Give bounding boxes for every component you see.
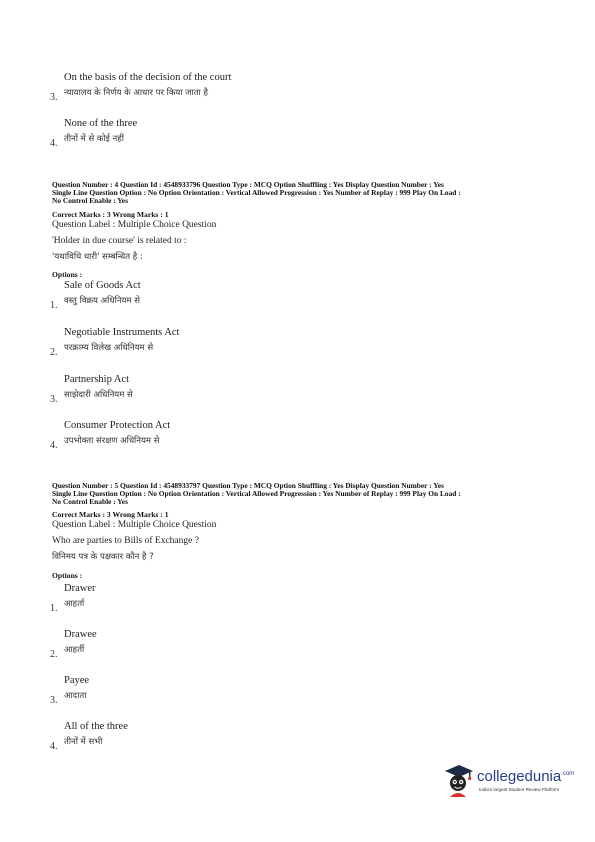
question-4-option-2[interactable] [50,327,510,357]
option-text-hi: आहर्ती [64,645,85,655]
option-text-hi: आहर्ता [64,599,85,609]
logo-brand-text [477,768,574,785]
question-5-text-hi: विनिमय पत्र के पक्षकार कौन है ? [52,552,154,562]
option-text-hi: वस्तु विक्रय अधिनियम से [64,296,140,306]
header-line: No Control Enable : Yes [52,497,128,507]
question-5-header [52,482,547,507]
option-text-en: Drawer [64,583,96,594]
brand-domain: .com [561,771,575,777]
option-text-en: None of the three [64,118,138,129]
header-line: Single Line Question Option : No Option Orientation : Vertical Allowed Progression : Yes Number of Replay : 999 Play On Load : [52,188,461,198]
question-4-option-3[interactable] [50,374,510,404]
option-text-en: Payee [64,675,90,686]
question-4-text-hi: 'यथाविधि धारी' सम्बन्धित है : [52,252,143,262]
option-text-en: Negotiable Instruments Act [64,327,180,338]
question-4-options-label: Options : [52,270,83,279]
brand-name: collegedunia [477,768,562,785]
header-line: Single Line Question Option : No Option Orientation : Vertical Allowed Progression : Yes Number of Replay : 999 Play On Load : [52,489,461,499]
option-number: 2. [50,347,58,358]
question-5-option-2[interactable] [50,629,510,659]
option-number: 2. [50,649,58,660]
option-number: 4. [50,741,58,752]
option-text-hi: परक्राम्य विलेख अधिनियम से [64,343,154,353]
option-number: 4. [50,440,58,451]
question-4-header [52,181,547,206]
question-4-marks: Correct Marks : 3 Wrong Marks : 1 [52,210,169,219]
option-text-en: Sale of Goods Act [64,280,141,291]
question-5-option-4[interactable] [50,721,510,751]
question-4-text-en: 'Holder in due course' is related to : [52,236,187,246]
option-number: 3. [50,394,58,405]
question-4-option-1[interactable] [50,280,510,310]
option-4-previous [50,118,510,148]
option-text-hi: साझेदारी अधिनियम से [64,390,133,400]
logo-tagline: India's largest Student Review Platform [479,787,560,792]
option-text-hi: आदाता [64,691,87,701]
option-text-hi: न्यायालय के निर्णय के आधार पर किया जाता है [64,88,208,98]
header-line: Question Number : 5 Question Id : 4548933797 Question Type : MCQ Option Shuffling : Yes Display Question Number : Yes [52,481,444,490]
question-4-option-4[interactable] [50,420,510,450]
option-text-hi: उपभोक्ता संरक्षण अधिनियम से [64,436,160,446]
option-text-en: Partnership Act [64,374,130,385]
option-text-en: On the basis of the decision of the court [64,72,232,83]
option-number: 3. [50,92,58,103]
option-number: 1. [50,603,58,614]
option-text-en: All of the three [64,721,128,732]
option-number: 3. [50,695,58,706]
option-text-en: Drawee [64,629,97,640]
question-5-marks: Correct Marks : 3 Wrong Marks : 1 [52,510,169,519]
option-text-en: Consumer Protection Act [64,420,171,431]
question-5-options-label: Options : [52,571,83,580]
option-text-hi: तीनों में से कोई नहीं [64,134,124,144]
question-5-label: Question Label : Multiple Choice Question [52,520,217,530]
question-5-option-3[interactable] [50,675,510,705]
option-3-previous [50,72,510,102]
student-mascot-icon [441,762,477,798]
option-number: 1. [50,300,58,311]
collegedunia-logo[interactable] [441,762,581,802]
option-text-hi: तीनों में सभी [64,737,103,747]
question-5-text-en: Who are parties to Bills of Exchange ? [52,536,199,546]
option-number: 4. [50,138,58,149]
question-4-label: Question Label : Multiple Choice Question [52,220,217,230]
question-5-option-1[interactable] [50,583,510,613]
header-line: No Control Enable : Yes [52,196,128,206]
header-line: Question Number : 4 Question Id : 4548933796 Question Type : MCQ Option Shuffling : Yes Display Question Number : Yes [52,180,444,189]
